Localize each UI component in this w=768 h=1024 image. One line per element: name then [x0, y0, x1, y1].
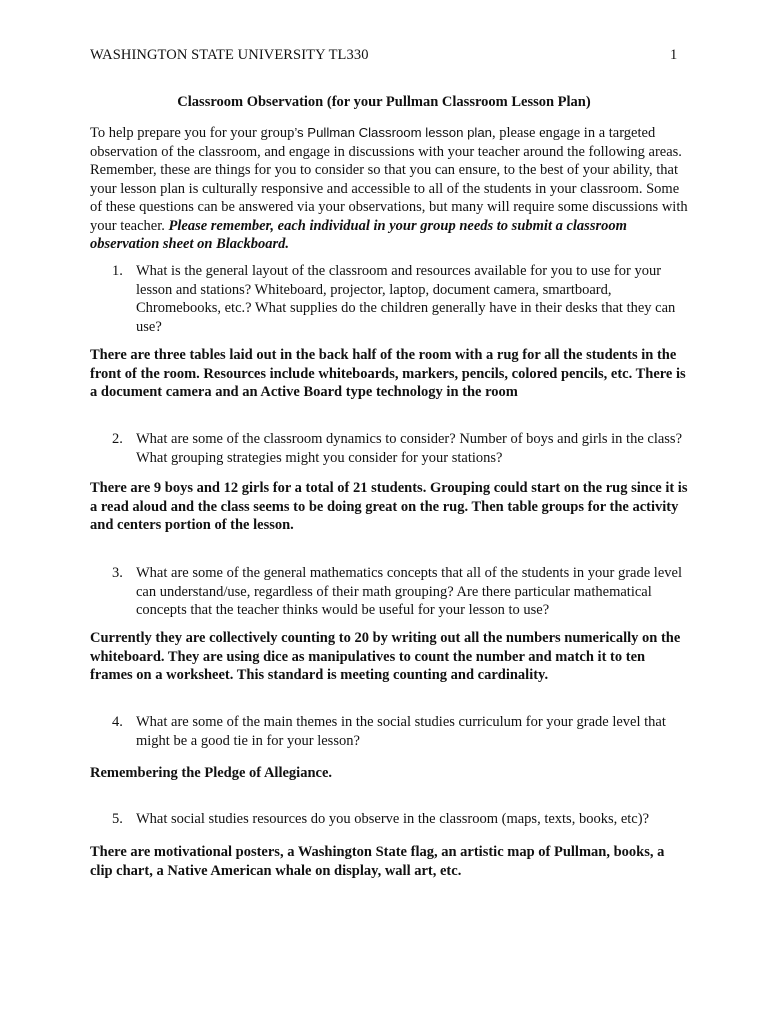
question-text: What social studies resources do you observe in the classroom (maps, texts, books, etc)?	[136, 811, 650, 827]
page-number: 1	[670, 47, 678, 63]
question-text: What are some of the general mathematics concepts that all of the students in your grade level can understand/use, regardless of their math grouping? Are there particular mathematical concepts that the teacher thinks would be useful for your lesson to use?	[136, 565, 682, 618]
question-number: 2.	[112, 431, 123, 447]
question-item	[112, 430, 692, 467]
intro-emphasis: Please remember, each individual in your group needs to submit a classroom observation sheet on Blackboard.	[90, 217, 627, 252]
question-text: What are some of the main themes in the social studies curriculum for your grade level that might be a good tie in for your lesson?	[136, 714, 666, 749]
question-number: 3.	[112, 565, 123, 581]
question-number: 1.	[112, 263, 123, 279]
answer-text: There are three tables laid out in the back half of the room with a rug for all the students in the front of the room. Resources include whiteboards, markers, pencils, colored pencils, etc. There is a document camera and an Active Board type technology in the room	[90, 347, 686, 400]
intro-text-start: To help prepare you for your group	[90, 125, 295, 141]
question-number: 5.	[112, 811, 123, 827]
intro-lesson-plan-phrase: ’s Pullman Classroom lesson plan	[294, 125, 493, 140]
question-text: What is the general layout of the classroom and resources available for you to use for your lesson and stations? Whiteboard, projector, laptop, document camera, smartboard, Chromebooks, etc.? What supplies do the children generally have in their desks that they can use?	[136, 263, 676, 335]
running-head: WASHINGTON STATE UNIVERSITY TL330	[90, 47, 369, 63]
question-item	[112, 810, 692, 829]
question-item	[112, 262, 692, 336]
question-item	[112, 713, 692, 750]
answer-text: Remembering the Pledge of Allegiance.	[90, 765, 333, 781]
document-title: Classroom Observation (for your Pullman Classroom Lesson Plan)	[177, 94, 591, 110]
question-item	[112, 564, 692, 620]
intro-text-body: , please engage in a targeted observation of the classroom, and engage in discussions with your teacher around the following areas. Remember, these are things for you to consider so that you can ensure, to the best of your ability, that your lesson plan is culturally responsive and accessible to all of the students in your classroom. Some of these questions can be answered via your observations, but many will require some discussions with your teacher.	[90, 125, 688, 234]
answer-text: Currently they are collectively counting to 20 by writing out all the numbers numerically on the whiteboard. They are using dice as manipulatives to count the number and match it to ten frames on a worksheet. This standard is meeting counting and cardinality.	[90, 630, 681, 683]
question-text: What are some of the classroom dynamics to consider? Number of boys and girls in the class? What grouping strategies might you consider for your stations?	[136, 431, 683, 466]
answer-text: There are motivational posters, a Washington State flag, an artistic map of Pullman, books, a clip chart, a Native American whale on display, wall art, etc.	[90, 844, 665, 879]
answer-text: There are 9 boys and 12 girls for a total of 21 students. Grouping could start on the rug since it is a read aloud and the class seems to be doing great on the rug. Then table groups for the activity and centers portion of the lesson.	[90, 480, 688, 533]
intro-paragraph	[90, 124, 690, 254]
question-number: 4.	[112, 714, 123, 730]
